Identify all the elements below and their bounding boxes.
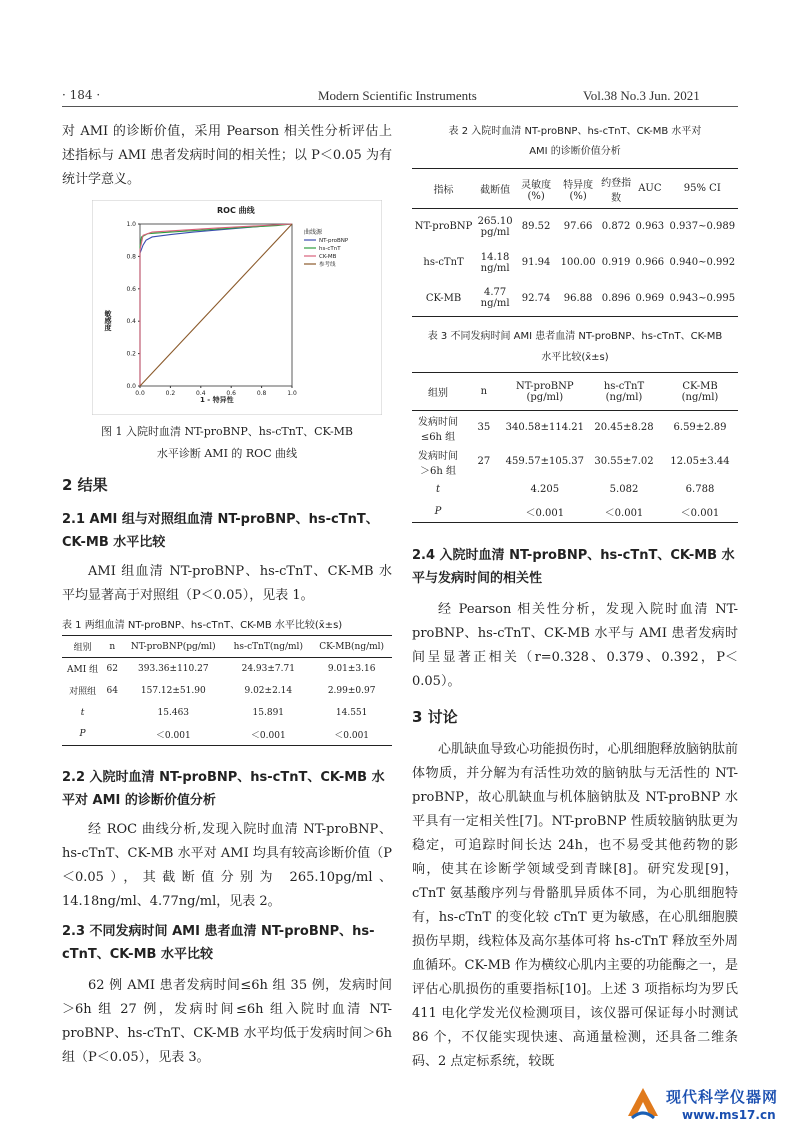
figure-caption-line-2: 水平诊断 AMI 的 ROC 曲线 bbox=[156, 447, 298, 460]
table-row: P ＜0.001 ＜0.001 ＜0.001 bbox=[62, 724, 392, 746]
issue-info: Vol.38 No.3 Jun. 2021 bbox=[583, 88, 700, 103]
table-row: t 15.463 15.891 14.551 bbox=[80, 707, 368, 718]
section-2-2-paragraph: 经 ROC 曲线分析,发现入院时血清 NT-proBNP、hs-cTnT、CK-MB 水平对 AMI 均具有较高诊断价值（P＜0.05），其截断值分别为 265.10pg/ml、14.18ng/ml、4.77ng/ml，见表 2。 bbox=[62, 822, 392, 909]
table-2-caption bbox=[412, 122, 738, 162]
journal-name: Modern Scientific Instruments bbox=[318, 88, 477, 103]
table-1-caption: 表 1 两组血清 NT-proBNP、hs-cTnT、CK-MB 水平比较(x̄±s) bbox=[62, 620, 343, 631]
x-axis-label: 1 - 特异性 bbox=[200, 396, 234, 404]
legend-label: NT-proBNP bbox=[319, 238, 349, 244]
watermark-logo-icon bbox=[624, 1086, 662, 1126]
t2-header: AUC bbox=[633, 169, 666, 209]
watermark-url: www.ms17.cn bbox=[682, 1108, 776, 1122]
header-rule bbox=[62, 106, 738, 107]
y-axis-label: 敏感度 bbox=[104, 310, 112, 331]
section-2-3-paragraph: 62 例 AMI 患者发病时间≤6h 组 35 例，发病时间＞6h 组 27 例，发病时间≤6h 组入院时血清 NT-proBNP、hs-cTnT、CK-MB 水平均低于发病时间＞6h 组（P＜0.05），见表 3。 bbox=[62, 978, 392, 1065]
y-tick-label: 0.0 bbox=[126, 383, 136, 390]
table-3 bbox=[412, 326, 738, 523]
section-2-1-heading: 2.1 AMI 组与对照组血清 NT-proBNP、hs-cTnT、CK-MB 水平比较 bbox=[62, 512, 379, 550]
y-tick-label: 1.0 bbox=[126, 221, 136, 228]
figure-caption-line-1: 图 1 入院时血清 NT-proBNP、hs-cTnT、CK-MB bbox=[100, 425, 354, 438]
t3-header: CK-MB (ng/ml) bbox=[662, 373, 738, 411]
table-1 bbox=[62, 616, 392, 746]
t2-header: 95% CI bbox=[667, 169, 738, 209]
table-row: t 4.205 5.082 6.788 bbox=[435, 484, 715, 495]
watermark bbox=[624, 1084, 794, 1128]
table-row: 发病时间 ＞6h 组 27 459.57±105.37 30.55±7.02 12.05±3.44 bbox=[418, 450, 730, 477]
table-2 bbox=[412, 122, 738, 317]
t2-header: 截断值 bbox=[475, 169, 515, 209]
section-2-heading: 2 结果 bbox=[62, 476, 108, 494]
t1-header: 组别 bbox=[62, 636, 103, 658]
legend-label: hs-cTnT bbox=[319, 246, 341, 252]
table-row: hs-cTnT 14.18 ng/ml 91.94 100.00 0.919 0.966 0.940~0.992 bbox=[423, 251, 736, 274]
roc-figure bbox=[92, 200, 382, 415]
legend-label: 参考线 bbox=[319, 262, 336, 268]
table-2-caption-line-1: 表 2 入院时血清 NT-proBNP、hs-cTnT、CK-MB 水平对 bbox=[448, 126, 702, 137]
t2-header: 特异度(%) bbox=[557, 169, 599, 209]
legend-title: 曲线源 bbox=[304, 229, 323, 236]
table-3-caption-line-1: 表 3 不同发病时间 AMI 患者血清 NT-proBNP、hs-cTnT、CK-MB bbox=[427, 331, 723, 342]
section-2-2-heading: 2.2 入院时血清 NT-proBNP、hs-cTnT、CK-MB 水平对 AMI 的诊断价值分析 bbox=[62, 770, 385, 808]
x-tick-label: 0.8 bbox=[256, 390, 267, 397]
table-3-caption bbox=[412, 326, 738, 368]
x-tick-label: 0.2 bbox=[165, 390, 176, 397]
y-tick-label: 0.8 bbox=[126, 253, 136, 261]
table-row: NT-proBNP 265.10 pg/ml 89.52 97.66 0.872 0.963 0.937~0.989 bbox=[414, 215, 736, 238]
t2-header: 约登指数 bbox=[599, 169, 633, 209]
table-row: 发病时间 ≤6h 组 35 340.58±114.21 20.45±8.28 6.59±2.89 bbox=[418, 416, 727, 443]
t1-header: hs-cTnT(ng/ml) bbox=[225, 636, 311, 658]
left-column bbox=[62, 120, 392, 192]
table-2-grid bbox=[412, 168, 738, 317]
t1-header: NT-proBNP(pg/ml) bbox=[121, 636, 225, 658]
t1-header: n bbox=[103, 636, 121, 658]
figure-caption bbox=[62, 421, 392, 465]
page-number: · 184 · bbox=[62, 88, 101, 102]
section-2-4-paragraph: 经 Pearson 相关性分析，发现入院时血清 NT-proBNP、hs-cTnT、CK-MB 水平与 AMI 患者发病时间呈显著正相关（r=0.328、0.379、0.392，P＜0.05）。 bbox=[412, 602, 738, 689]
x-tick-label: 0.6 bbox=[226, 390, 236, 397]
roc-chart bbox=[92, 200, 382, 415]
table-3-grid bbox=[412, 372, 738, 523]
t2-header: 灵敏度(%) bbox=[515, 169, 557, 209]
x-tick-label: 0.4 bbox=[196, 390, 206, 397]
table-row: CK-MB 4.77 ng/ml 92.74 96.88 0.896 0.969 0.943~0.995 bbox=[412, 281, 738, 317]
x-tick-label: 0.0 bbox=[135, 390, 145, 397]
t2-header: 指标 bbox=[412, 169, 475, 209]
table-2-caption-line-2: AMI 的诊断价值分析 bbox=[529, 146, 621, 157]
t1-header: CK-MB(ng/ml) bbox=[311, 636, 392, 658]
t3-header: NT-proBNP (pg/ml) bbox=[504, 373, 586, 411]
table-3-caption-line-2: 水平比较(x̄±s) bbox=[541, 352, 609, 363]
t3-header: 组别 bbox=[412, 373, 464, 411]
y-tick-label: 0.4 bbox=[126, 318, 136, 326]
legend-label: CK-MB bbox=[319, 254, 337, 260]
chart-title: ROC 曲线 bbox=[217, 206, 255, 215]
t3-header: hs-cTnT (ng/ml) bbox=[586, 373, 662, 411]
section-2-4-heading: 2.4 入院时血清 NT-proBNP、hs-cTnT、CK-MB 水平与发病时间的相关性 bbox=[412, 548, 735, 586]
table-row: AMI 组 62 393.36±110.27 24.93±7.71 9.01±3.16 bbox=[67, 663, 376, 676]
section-3-paragraph: 心肌缺血导致心功能损伤时，心肌细胞释放脑钠肽前体物质，并分解为有活性功效的脑钠肽与无活性的 NT-proBNP，故心肌缺血与机体脑钠肽及 NT-proBNP 水平具有一定相关性[7]。NT-proBNP 性质较脑钠肽更为稳定，可追踪时间长达 24h，也不易受其他药物的影响，使其在诊断学领域受到青睐[8]。研究发现[9]，cTnT 氨基酸序列与骨骼肌异质体不同，为心肌细胞特有，hs-cTnT 的变化较 cTnT 更为敏感，在心肌细胞膜损伤早期，线粒体及高尔基体可将 hs-cTnT 释放至外周血循环。CK-MB 作为横纹心肌内主要的功能酶之一，是评估心肌损伤的重要指标[10]。上述 3 项指标均为罗氏 411 电化学发光仪检测项目，该仪器可保证每小时测试 86 个，不仅能实现快速、高通量检测，还具备二维条码、2 点定标系统，较既 bbox=[412, 742, 738, 1069]
section-2-3-heading: 2.3 不同发病时间 AMI 患者血清 NT-proBNP、hs-cTnT、CK-MB 水平比较 bbox=[62, 924, 375, 962]
t3-header: n bbox=[464, 373, 504, 411]
x-tick-label: 1.0 bbox=[287, 390, 297, 397]
section-3-heading: 3 讨论 bbox=[412, 708, 458, 726]
intro-paragraph: 对 AMI 的诊断价值，采用 Pearson 相关性分析评估上述指标与 AMI 患者发病时间的相关性；以 P＜0.05 为有统计学意义。 bbox=[62, 124, 392, 187]
y-tick-label: 0.2 bbox=[126, 350, 136, 358]
table-1-grid bbox=[62, 635, 392, 746]
y-tick-label: 0.6 bbox=[126, 285, 136, 293]
section-2-1-paragraph: AMI 组血清 NT-proBNP、hs-cTnT、CK-MB 水平均显著高于对照组（P＜0.05），见表 1。 bbox=[62, 564, 392, 603]
table-row: P ＜0.001 ＜0.001 ＜0.001 bbox=[412, 501, 738, 523]
watermark-title: 现代科学仪器网 bbox=[666, 1088, 779, 1106]
table-row: 对照组 64 157.12±51.90 9.02±2.14 2.99±0.97 bbox=[69, 685, 376, 697]
